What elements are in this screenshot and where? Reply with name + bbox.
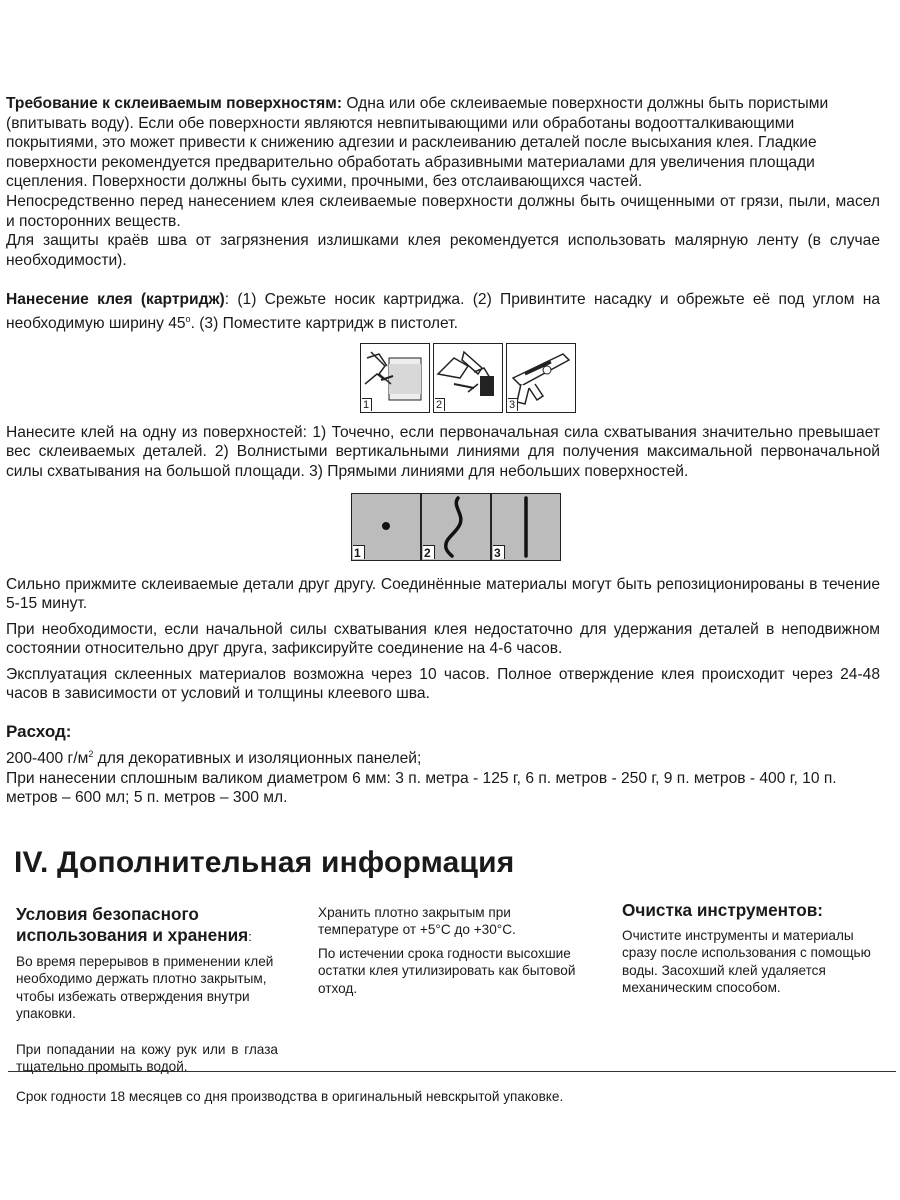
usage-line-1	[6, 745, 880, 769]
requirements-text: Одна или обе склеиваемые поверхности должны быть пористыми (впитывать воду). Если обе поверхности являются невпитывающими или обработаны водоотталкивающими покрытиями, это может привести к снижению адгезии и расклеиванию деталей после высыхания клея. Гладкие поверхности рекомендуется предварительно обработать абразивными материалами для увеличения площади сцепления. Поверхности должны быть сухими, прочными, без отслаивающихся частей.	[6, 95, 829, 191]
apply-paragraph: Нанесите клей на одну из поверхностей: 1) Точечно, если первоначальная сила схватывания значительно превышает вес склеиваемых деталей. 2) Волнистыми вертикальными линиями для получения максимальной первоначальной силы схватывания на большой площади. 3) Прямыми линиями для небольших поверхностей.	[6, 423, 880, 480]
safety-text-1: Во время перерывов в применении клей необходимо держать плотно закрытым, чтобы избежать отверждения внутри упаковки.	[16, 954, 274, 1022]
requirements-paragraph	[6, 94, 880, 192]
instructions-body	[6, 94, 880, 808]
tools-text: Очистите инструменты и материалы сразу после использования с помощью воды. Засохший клей удаляется механическим способом.	[622, 928, 871, 996]
step-label: 2	[435, 398, 445, 411]
application-paragraph	[6, 290, 880, 333]
degree-mark: о	[185, 313, 191, 324]
cartridge-step-1-illustration	[360, 343, 430, 413]
application-text-b: . (3) Поместите картридж в пистолет.	[190, 315, 458, 333]
usage-rate-text: для декоративных и изоляционных панелей;	[93, 750, 422, 768]
usage-rate-exponent: 2	[88, 749, 94, 760]
usage-rate: 200-400 г/м	[6, 750, 89, 768]
cartridge-figure	[6, 343, 880, 413]
shelf-life-note: Срок годности 18 месяцев со дня производства в оригинальный невскрытой упаковке.	[16, 1089, 564, 1104]
press-paragraph: Сильно прижмите склеиваемые детали друг другу. Соединённые материалы могут быть репозиционированы в течение 5-15 минут.	[6, 575, 880, 613]
pattern-label: 2	[423, 545, 435, 559]
storage-text-2: По истечении срока годности высохшие остатки клея утилизировать как бытовой отход.	[318, 945, 576, 996]
storage-column	[318, 904, 580, 1011]
pattern-dot-illustration	[351, 493, 421, 561]
safety-heading	[16, 904, 278, 947]
pattern-label: 1	[353, 545, 365, 559]
storage-text-1: Хранить плотно закрытым при температуре от +5°С до +30°С.	[318, 905, 516, 938]
safety-text-2: При попадании на кожу рук или в глаза тщательно промыть водой.	[16, 1041, 278, 1075]
cartridge-step-3-illustration	[506, 343, 576, 413]
requirements-heading: Требование к склеиваемым поверхностям:	[6, 95, 343, 112]
safety-heading-text: Условия безопасного использования и хранения	[16, 904, 249, 945]
usage-line-2: При нанесении сплошным валиком диаметром 6 мм: 3 п. метра - 125 г, 6 п. метров - 250 г, 9 п. метров - 400 г, 10 п. метров – 600 мл; 5 п. метров – 300 мл.	[6, 769, 837, 807]
step-label: 1	[362, 398, 372, 411]
safety-column	[16, 904, 278, 1089]
pattern-line-illustration	[491, 493, 561, 561]
pattern-wave-illustration	[421, 493, 491, 561]
footer-divider	[8, 1071, 896, 1072]
bead-pattern-figure	[6, 493, 880, 561]
safety-heading-colon: :	[248, 929, 252, 944]
tape-paragraph: Для защиты краёв шва от загрязнения излишками клея рекомендуется использовать малярную ленту (в случае необходимости).	[6, 232, 880, 269]
cleaning-paragraph: Непосредственно перед нанесением клея склеиваемые поверхности должны быть очищенными от грязи, пыли, масел и посторонних веществ.	[6, 192, 880, 230]
cartridge-step-2-illustration	[433, 343, 503, 413]
cure-paragraph: Эксплуатация склеенных материалов возможна через 10 часов. Полное отверждение клея происходит через 24-48 часов в зависимости от условий и толщины клеевого шва.	[6, 665, 880, 703]
tools-column	[622, 900, 882, 1011]
pattern-label: 3	[493, 545, 505, 559]
usage-heading: Расход:	[6, 722, 72, 742]
application-heading: Нанесение клея (картридж)	[6, 291, 225, 309]
section-title: IV. Дополнительная информация	[14, 846, 515, 879]
tools-heading: Очистка инструментов:	[622, 900, 823, 920]
step-label: 3	[508, 398, 518, 411]
application-text-a: : (1) Срежьте носик картриджа. (2) Привинтите насадку и обрежьте её под углом на необходимую ширину 45	[6, 291, 880, 333]
fix-paragraph: При необходимости, если начальной силы схватывания клея недостаточно для удержания деталей в неподвижном состоянии относительно друг друга, зафиксируйте соединение на 4-6 часов.	[6, 620, 880, 658]
